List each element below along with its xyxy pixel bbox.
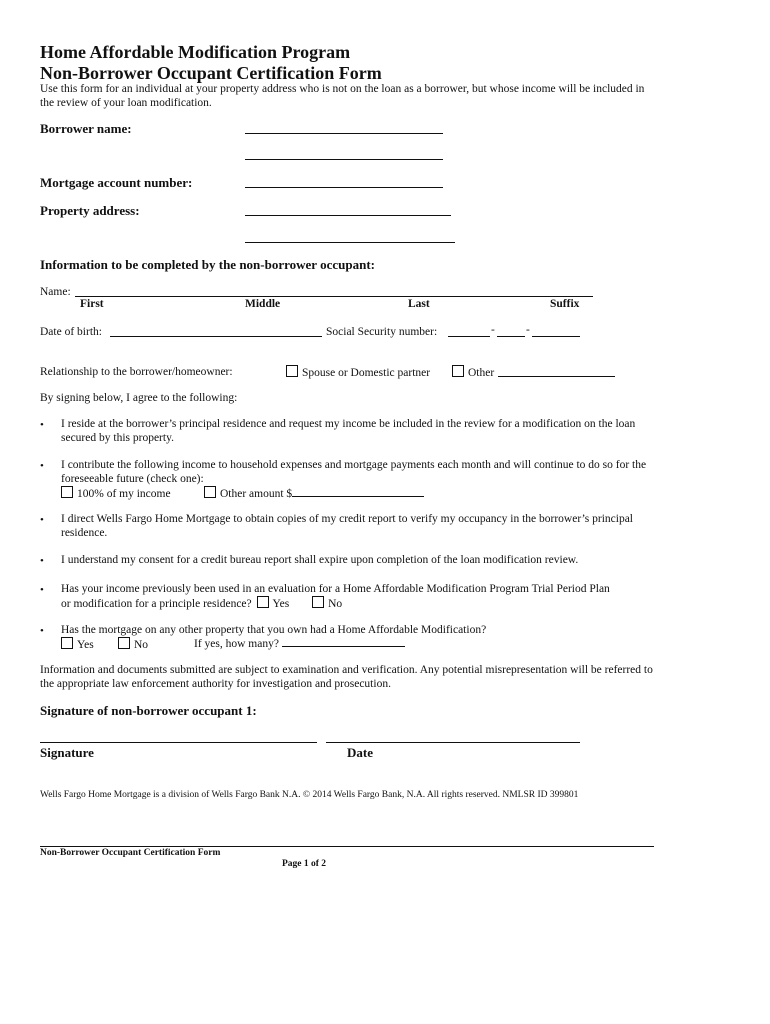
ssn-line-1[interactable] (448, 336, 490, 337)
agreement-item-3: I direct Wells Fargo Home Mortgage to obtain copies of my credit report to verify my occupancy in the borrower’s principal residence. (61, 513, 633, 539)
other-checkbox[interactable] (452, 365, 464, 377)
property-address-line1[interactable] (245, 215, 451, 216)
bullet-5: • (40, 584, 44, 596)
form-title-line2: Non-Borrower Occupant Certification Form (40, 63, 382, 83)
occupant-name-line[interactable] (75, 296, 593, 297)
agreement-item-1: I reside at the borrower’s principal residence and request my income be included in the review for a modification on the loan secured by this property. (61, 418, 636, 444)
ssn-line-2[interactable] (497, 336, 525, 337)
item-6-no-checkbox[interactable] (118, 637, 130, 649)
borrower-name-line2[interactable] (245, 159, 443, 160)
signature-label: Signature (40, 745, 94, 760)
signature-section-title: Signature of non-borrower occupant 1: (40, 703, 257, 718)
item-6-no-label: No (134, 639, 149, 651)
other-relationship-line[interactable] (498, 376, 615, 377)
page-number: Page 1 of 2 (282, 859, 327, 869)
item-5-no-label: No (328, 598, 343, 610)
agreement-item-5: Has your income previously been used in an evaluation for a Home Affordable Modification Program Trial Period Plan (61, 583, 610, 595)
verification-notice: Information and documents submitted are subject to examination and verification. Any potential misrepresentation will be referred to the appropriate law enforcement authority for investigation and prosecution. (40, 664, 653, 690)
date-line[interactable] (326, 742, 580, 743)
how-many-label: If yes, how many? (194, 638, 279, 650)
borrower-name-label: Borrower name: (40, 121, 132, 136)
name-part-middle: Middle (245, 298, 281, 310)
bullet-3: • (40, 514, 44, 526)
agreement-item-6: Has the mortgage on any other property that you own had a Home Affordable Modification? (61, 624, 487, 636)
occupant-name-label: Name: (40, 286, 71, 298)
income-other-checkbox[interactable] (204, 486, 216, 498)
name-part-suffix: Suffix (550, 298, 580, 310)
other-amount-line[interactable] (292, 496, 424, 497)
name-part-first: First (80, 298, 104, 310)
income-option-100[interactable] (61, 486, 171, 501)
bullet-1: • (40, 419, 44, 431)
how-many-field (194, 637, 405, 651)
bullet-4: • (40, 555, 44, 567)
rel-option-other[interactable] (452, 365, 494, 380)
income-100-label: 100% of my income (77, 488, 171, 500)
item-5-yes-checkbox[interactable] (257, 596, 269, 608)
item-6-yes-checkbox[interactable] (61, 637, 73, 649)
how-many-line[interactable] (282, 646, 405, 647)
ssn-sep-2: - (526, 324, 530, 336)
agreement-item-2: I contribute the following income to household expenses and mortgage payments each month and will continue to do so for the foreseeable future (check one): (61, 459, 647, 485)
other-label: Other (468, 367, 495, 379)
dob-line[interactable] (110, 336, 322, 337)
item-6-yes-label: Yes (77, 639, 94, 651)
item-6-yes-option[interactable] (61, 637, 94, 652)
income-option-other[interactable] (204, 486, 424, 501)
ssn-line-3[interactable] (532, 336, 580, 337)
agreement-intro: By signing below, I agree to the following: (40, 392, 238, 404)
property-address-label: Property address: (40, 203, 140, 218)
item-5-no-checkbox[interactable] (312, 596, 324, 608)
date-label: Date (347, 745, 373, 760)
signature-line[interactable] (40, 742, 317, 743)
item-5-question: or modification for a principle residence? (61, 598, 252, 610)
borrower-name-line1[interactable] (245, 133, 443, 134)
name-part-last: Last (408, 298, 430, 310)
property-address-line2[interactable] (245, 242, 455, 243)
mortgage-account-label: Mortgage account number: (40, 175, 193, 190)
ssn-sep-1: - (491, 324, 495, 336)
bullet-2: • (40, 460, 44, 472)
mortgage-account-line[interactable] (245, 187, 443, 188)
form-intro: Use this form for an individual at your property address who is not on the loan as a borrower, but whose income will be included in the review of your loan modification. (40, 83, 645, 109)
item-5-yes-label: Yes (272, 598, 290, 610)
footer-rule (40, 846, 654, 847)
footer-form-name: Non-Borrower Occupant Certification Form (40, 848, 221, 858)
form-title-line1: Home Affordable Modification Program (40, 42, 351, 62)
relationship-label: Relationship to the borrower/homeowner: (40, 366, 233, 378)
spouse-checkbox[interactable] (286, 365, 298, 377)
income-100-checkbox[interactable] (61, 486, 73, 498)
legal-footer: Wells Fargo Home Mortgage is a division of Wells Fargo Bank N.A. © 2014 Wells Fargo Bank, N.A. All rights reserved. NMLSR ID 399801 (40, 790, 579, 800)
dob-label: Date of birth: (40, 326, 102, 338)
occupant-section-title: Information to be completed by the non-borrower occupant: (40, 257, 375, 272)
rel-option-spouse[interactable] (286, 365, 430, 380)
item-6-no-option[interactable] (118, 637, 148, 652)
spouse-label: Spouse or Domestic partner (302, 367, 431, 379)
income-other-label: Other amount $ (220, 488, 293, 500)
ssn-label: Social Security number: (326, 326, 438, 338)
bullet-6: • (40, 625, 44, 637)
agreement-item-4: I understand my consent for a credit bureau report shall expire upon completion of the loan modification review. (61, 554, 579, 566)
agreement-item-5-line2 (61, 596, 342, 611)
